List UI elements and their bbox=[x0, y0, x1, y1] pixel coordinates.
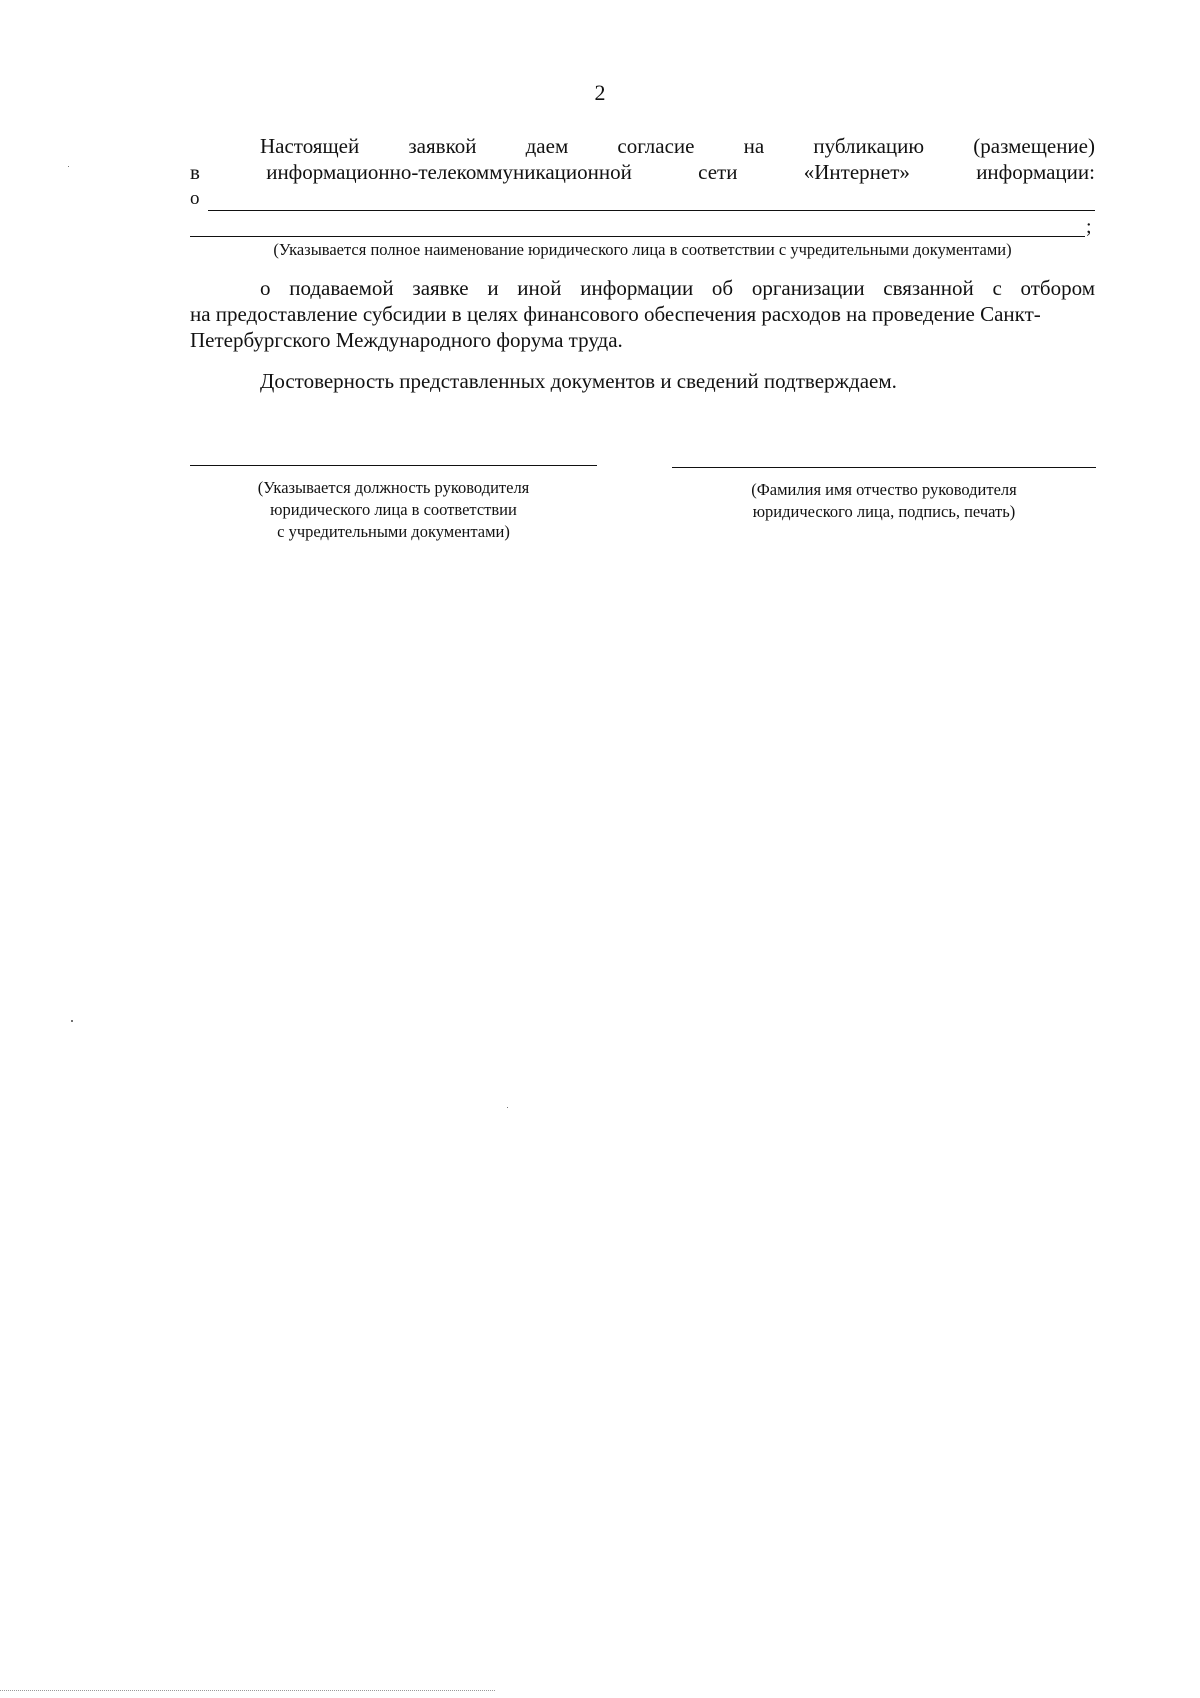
consent-line-1 bbox=[260, 134, 1095, 159]
about-paragraph-first-line: о подаваемой заявке и иной информации об организации связанной с отбором bbox=[260, 276, 1095, 300]
consent-word: публикацию bbox=[813, 134, 925, 158]
consent-line-2 bbox=[190, 160, 1095, 185]
about-paragraph bbox=[190, 275, 1095, 353]
consent-word: (размещение) bbox=[973, 134, 1095, 158]
org-name-fill-line-2[interactable] bbox=[190, 236, 1085, 237]
name-caption-line: (Фамилия имя отчество руководителя bbox=[751, 480, 1017, 499]
consent-word: сети bbox=[698, 160, 738, 184]
confirm-paragraph: Достоверность представленных документов и сведений подтверждаем. bbox=[260, 369, 897, 393]
consent-word: заявкой bbox=[408, 134, 477, 158]
org-name-fill-line-1[interactable] bbox=[208, 210, 1095, 211]
position-caption-line: с учредительными документами) bbox=[277, 522, 510, 541]
position-caption-line: (Указывается должность руководителя bbox=[257, 478, 530, 497]
consent-word: в bbox=[190, 160, 200, 184]
name-caption-line: юридического лица, подпись, печать) bbox=[752, 502, 1016, 521]
scan-edge-artifact bbox=[0, 1690, 495, 1691]
scan-speck bbox=[71, 1020, 73, 1022]
consent-word: «Интернет» bbox=[803, 160, 910, 184]
consent-word: согласие bbox=[617, 134, 695, 158]
consent-word: информационно-телекоммуникационной bbox=[266, 160, 632, 184]
position-caption-line: юридического лица в соответствии bbox=[270, 500, 517, 519]
position-caption bbox=[190, 477, 597, 543]
about-paragraph-rest: на предоставление субсидии в целях финансового обеспечения расходов на проведение Санкт-Петербургского Международного форума труда. bbox=[190, 302, 1041, 352]
scan-speck bbox=[507, 1107, 508, 1108]
name-signature-line[interactable] bbox=[672, 467, 1096, 468]
position-signature-line[interactable] bbox=[190, 465, 597, 466]
consent-word: информации: bbox=[976, 160, 1095, 184]
name-caption bbox=[672, 479, 1096, 523]
consent-word: на bbox=[743, 134, 765, 158]
consent-word: Настоящей bbox=[260, 134, 360, 158]
consent-line-3-prefix: о bbox=[190, 188, 200, 209]
consent-word: даем bbox=[525, 134, 569, 158]
org-name-end-mark: ; bbox=[1086, 216, 1092, 238]
page-number: 2 bbox=[594, 80, 606, 105]
scan-speck bbox=[68, 166, 69, 167]
org-name-caption: (Указывается полное наименование юридического лица в соответствии с учредительными документами) bbox=[273, 240, 1012, 259]
